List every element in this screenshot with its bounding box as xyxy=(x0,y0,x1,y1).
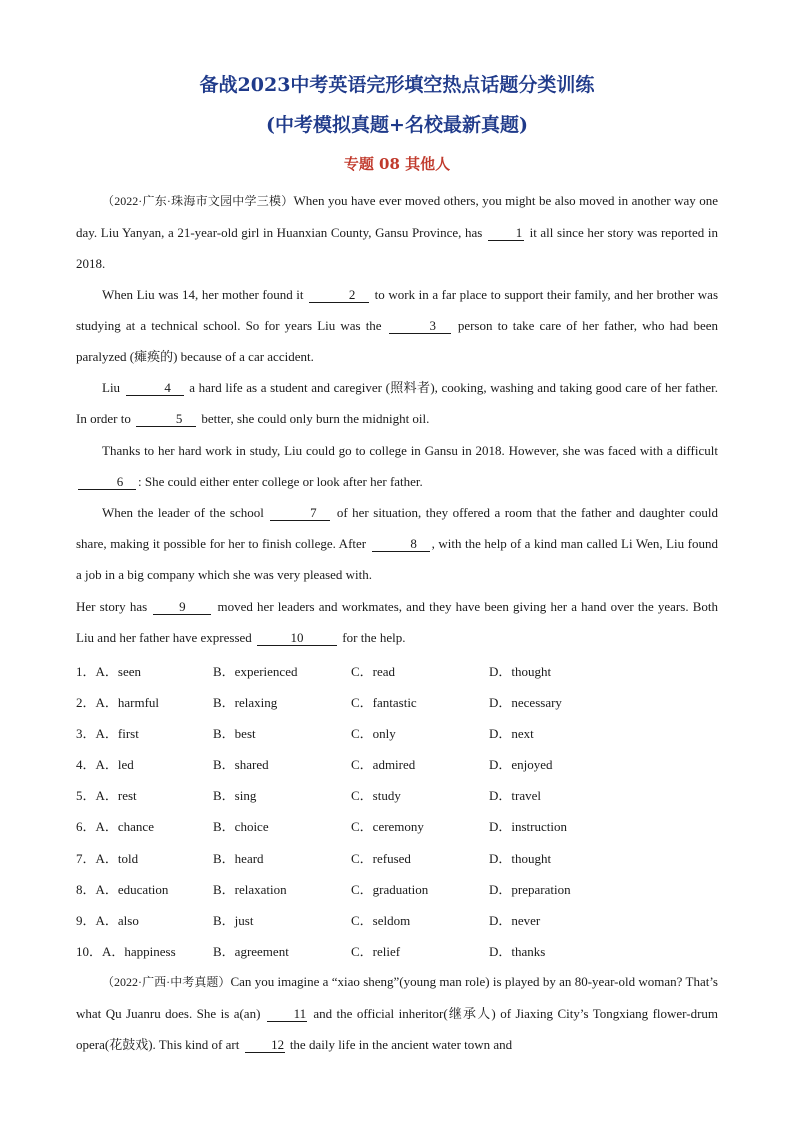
paragraph-text: the daily life in the ancient water town and xyxy=(289,1037,513,1052)
blank-11: 11 xyxy=(267,1007,307,1022)
option-c: C．fantastic xyxy=(351,695,417,710)
option-d: D．preparation xyxy=(489,882,571,897)
paragraph-text: for the help. xyxy=(342,630,406,645)
option-a: 2．A．harmful xyxy=(76,695,160,710)
paragraph-6 xyxy=(76,591,718,653)
paragraph-4 xyxy=(76,435,718,497)
option-c: C．graduation xyxy=(351,882,429,897)
option-c: C．only xyxy=(351,726,396,741)
option-a: 8．A．education xyxy=(76,882,169,897)
source-label: （2022·广西·中考真题） xyxy=(102,975,231,989)
option-d: D．next xyxy=(489,726,534,741)
option-b: B．experienced xyxy=(213,664,298,679)
paragraph-text: : She could either enter college or look after her father. xyxy=(138,474,423,489)
paragraph-text: When the leader of the school xyxy=(102,505,264,520)
option-row xyxy=(76,941,718,961)
option-b: B．relaxation xyxy=(213,882,287,897)
option-c: C．relief xyxy=(351,944,401,959)
paragraph-text: Liu xyxy=(102,380,121,395)
option-d: D．never xyxy=(489,913,541,928)
paragraph-text: When Liu was 14, her mother found it xyxy=(102,287,304,302)
topic-heading: 专题 08 其他人 xyxy=(343,155,451,173)
blank-1: 1 xyxy=(488,226,524,241)
blank-10: 10 xyxy=(257,631,337,646)
option-b: B．best xyxy=(213,726,256,741)
option-d: D．instruction xyxy=(489,819,567,834)
option-a: 1．A．seen xyxy=(76,664,141,679)
option-row xyxy=(76,848,718,868)
paragraph-text: , with the help of a kind man called Li Wen, Liu found a job in a big company which she was very pleased with. xyxy=(76,536,719,582)
option-a: 10．A．happiness xyxy=(76,944,176,959)
option-c: C．seldom xyxy=(351,913,411,928)
paragraph-text: to work in a far place to support their family, and her brother was studying at a technical school. So for years Liu was the xyxy=(76,287,719,333)
option-d: D．necessary xyxy=(489,695,562,710)
blank-9: 9 xyxy=(153,600,211,615)
paragraph-text: and the official inheritor(继承人) of Jiaxing City’s Tongxiang flower-drum opera(花鼓戏). This kind of art xyxy=(76,1006,719,1052)
option-row xyxy=(76,723,718,743)
paragraph-text: it all since her story was reported in 2018. xyxy=(76,225,718,271)
option-row xyxy=(76,692,718,712)
blank-5: 5 xyxy=(136,412,196,427)
option-b: B．just xyxy=(213,913,254,928)
option-d: D．thought xyxy=(489,664,552,679)
paragraph-5 xyxy=(76,497,718,590)
option-c: C．refused xyxy=(351,851,411,866)
paragraph-text: person to take care of her father, who had been paralyzed (瘫痪的) because of a car accident. xyxy=(76,318,719,364)
option-c: C．admired xyxy=(351,757,416,772)
document-title: 备战2023中考英语完形填空热点话题分类训练 xyxy=(199,74,595,96)
paragraph-2 xyxy=(76,279,718,372)
option-b: B．relaxing xyxy=(213,695,278,710)
option-c: C．study xyxy=(351,788,401,803)
blank-12: 12 xyxy=(245,1038,285,1053)
paragraph-text: Can you imagine a “xiao sheng”(young man role) is played by an 80-year-old woman? That’s what Qu Juanru does. She is a(an) xyxy=(76,974,718,1021)
option-b: B．choice xyxy=(213,819,269,834)
option-row xyxy=(76,879,718,899)
option-a: 7．A．told xyxy=(76,851,139,866)
blank-2: 2 xyxy=(309,288,369,303)
option-a: 5．A．rest xyxy=(76,788,137,803)
option-d: D．enjoyed xyxy=(489,757,553,772)
paragraph-passage-2 xyxy=(76,966,718,1060)
option-row xyxy=(76,910,718,930)
option-row xyxy=(76,754,718,774)
paragraph-text: When you have ever moved others, you might be also moved in another way one day. Liu Yanyan, a 21-year-old girl in Huanxian County, Gansu Province, has xyxy=(76,193,718,240)
option-d: D．thanks xyxy=(489,944,546,959)
option-a: 9．A．also xyxy=(76,913,139,928)
option-c: C．read xyxy=(351,664,396,679)
paragraph-text: moved her leaders and workmates, and they have been giving her a hand over the years. Both Liu and her father have expressed xyxy=(76,599,719,645)
blank-8: 8 xyxy=(372,537,430,552)
option-d: D．thought xyxy=(489,851,552,866)
option-row xyxy=(76,785,718,805)
option-b: B．sing xyxy=(213,788,257,803)
option-row xyxy=(76,816,718,836)
paragraph-text: Her story has xyxy=(76,599,148,614)
paragraph-text: Thanks to her hard work in study, Liu could go to college in Gansu in 2018. However, she was faced with a difficult xyxy=(102,443,718,458)
option-b: B．agreement xyxy=(213,944,289,959)
blank-7: 7 xyxy=(270,506,330,521)
option-b: B．heard xyxy=(213,851,264,866)
source-label: （2022·广东·珠海市文园中学三模） xyxy=(102,194,294,208)
paragraph-text: of her situation, they offered a room that the father and daughter could share, making it possible for her to finish college. After xyxy=(76,505,718,551)
blank-4: 4 xyxy=(126,381,184,396)
blank-6: 6 xyxy=(78,475,136,490)
option-a: 6．A．chance xyxy=(76,819,154,834)
document-subtitle: (中考模拟真题+名校最新真题) xyxy=(266,114,528,136)
option-b: B．shared xyxy=(213,757,269,772)
paragraph-1 xyxy=(76,185,718,279)
paragraph-3 xyxy=(76,372,718,434)
paragraph-text: better, she could only burn the midnight oil. xyxy=(201,411,430,426)
blank-3: 3 xyxy=(389,319,451,334)
option-a: 3．A．first xyxy=(76,726,139,741)
option-a: 4．A．led xyxy=(76,757,134,772)
option-d: D．travel xyxy=(489,788,541,803)
option-row xyxy=(76,661,718,681)
paragraph-text: a hard life as a student and caregiver (照料者), cooking, washing and taking good care of her father. In order to xyxy=(76,380,718,426)
option-c: C．ceremony xyxy=(351,819,424,834)
